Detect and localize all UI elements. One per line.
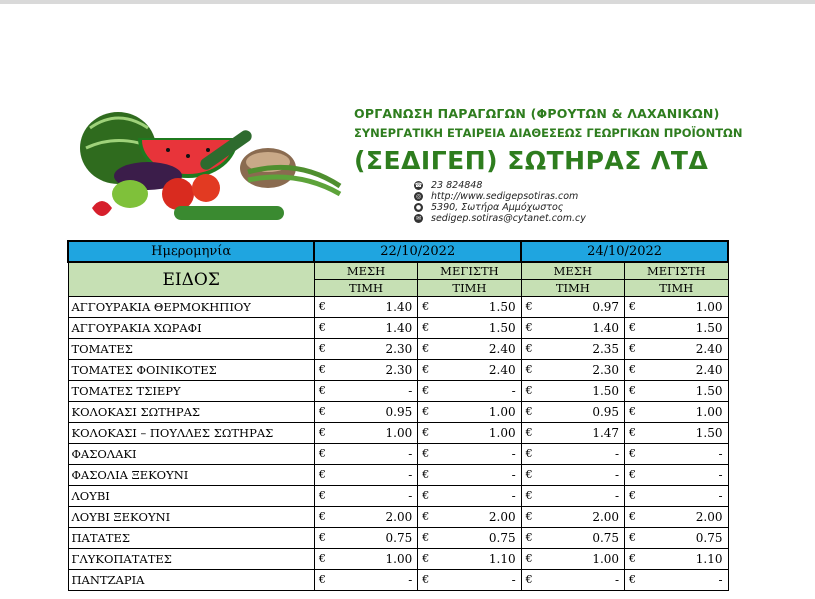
price-cell: 0.97	[541, 297, 624, 318]
price-cell: -	[541, 465, 624, 486]
price-cell: 1.00	[335, 423, 418, 444]
table-row	[68, 318, 728, 339]
price-cell: -	[645, 444, 728, 465]
item-column-header: ΕΙΔΟΣ	[68, 262, 314, 297]
price-cell: -	[645, 465, 728, 486]
currency-symbol: €	[521, 570, 541, 591]
company-name: (ΣΕΔΙΓΕΠ) ΣΩΤΗΡΑΣ ΛΤΔ	[354, 146, 709, 175]
phone-icon: ☎	[414, 182, 423, 189]
label-header-row-1	[68, 262, 728, 280]
currency-symbol: €	[418, 570, 438, 591]
table-row	[68, 486, 728, 507]
currency-symbol: €	[625, 465, 645, 486]
price-cell: 1.00	[438, 423, 521, 444]
price-cell: 2.35	[541, 339, 624, 360]
currency-symbol: €	[418, 507, 438, 528]
date-header-row	[68, 241, 728, 262]
currency-symbol: €	[418, 402, 438, 423]
price-cell: 1.50	[541, 381, 624, 402]
price-cell: 0.75	[541, 528, 624, 549]
table-row	[68, 570, 728, 591]
date-1: 22/10/2022	[314, 241, 521, 262]
price-cell: -	[438, 570, 521, 591]
currency-symbol: €	[314, 297, 334, 318]
price-cell: 1.00	[541, 549, 624, 570]
price-cell: 2.40	[438, 360, 521, 381]
currency-symbol: €	[314, 339, 334, 360]
address-text: 5390, Σωτήρα Αμμόχωστος	[431, 202, 564, 213]
item-name: ΓΛΥΚΟΠΑΤΑΤΕΣ	[68, 549, 314, 570]
price-cell: -	[645, 570, 728, 591]
contact-website	[414, 191, 586, 202]
currency-symbol: €	[625, 381, 645, 402]
price-cell: -	[438, 465, 521, 486]
currency-symbol: €	[521, 528, 541, 549]
price-cell: -	[335, 570, 418, 591]
currency-symbol: €	[314, 444, 334, 465]
price-cell: 2.30	[335, 339, 418, 360]
item-name: ΤΟΜΑΤΕΣ	[68, 339, 314, 360]
price-table	[67, 240, 729, 591]
currency-symbol: €	[625, 423, 645, 444]
currency-symbol: €	[521, 297, 541, 318]
table-row	[68, 339, 728, 360]
price-label: ΤΙΜΗ	[521, 280, 624, 297]
currency-symbol: €	[521, 339, 541, 360]
currency-symbol: €	[625, 528, 645, 549]
email-icon: ✉	[415, 215, 422, 222]
price-cell: 2.30	[541, 360, 624, 381]
price-cell: 2.00	[438, 507, 521, 528]
currency-symbol: €	[418, 549, 438, 570]
currency-symbol: €	[521, 465, 541, 486]
item-name: ΤΟΜΑΤΕΣ ΤΣΙΕΡΥ	[68, 381, 314, 402]
currency-symbol: €	[314, 360, 334, 381]
currency-symbol: €	[521, 318, 541, 339]
currency-symbol: €	[625, 444, 645, 465]
currency-symbol: €	[314, 423, 334, 444]
date-label: Ημερομηνία	[68, 241, 314, 262]
price-label: ΤΙΜΗ	[418, 280, 521, 297]
price-cell: -	[335, 465, 418, 486]
price-cell: 1.50	[645, 423, 728, 444]
currency-symbol: €	[521, 360, 541, 381]
table-row	[68, 528, 728, 549]
price-cell: 2.40	[645, 360, 728, 381]
table-row	[68, 549, 728, 570]
price-cell: 1.10	[645, 549, 728, 570]
phone-text: 23 824848	[431, 180, 483, 191]
price-cell: -	[541, 570, 624, 591]
item-name: ΠΑΤΑΤΕΣ	[68, 528, 314, 549]
price-cell: 2.40	[645, 339, 728, 360]
avg-label-d1: ΜΕΣΗ	[314, 262, 417, 280]
currency-symbol: €	[625, 339, 645, 360]
currency-symbol: €	[521, 486, 541, 507]
price-cell: 1.00	[438, 402, 521, 423]
contact-info	[414, 180, 586, 224]
org-line-2: ΣΥΝΕΡΓΑΤΙΚΗ ΕΤΑΙΡΕΙΑ ΔΙΑΘΕΣΕΩΣ ΓΕΩΡΓΙΚΩΝ ΠΡΟΪΟΝΤΩΝ	[354, 126, 743, 140]
item-name: ΑΓΓΟΥΡΑΚΙΑ ΘΕΡΜΟΚΗΠΙΟΥ	[68, 297, 314, 318]
contact-email	[414, 213, 586, 224]
currency-symbol: €	[625, 318, 645, 339]
price-cell: -	[541, 444, 624, 465]
price-cell: 0.95	[541, 402, 624, 423]
price-cell: -	[438, 444, 521, 465]
currency-symbol: €	[314, 465, 334, 486]
price-cell: 0.75	[645, 528, 728, 549]
currency-symbol: €	[418, 318, 438, 339]
price-cell: -	[438, 381, 521, 402]
price-cell: 1.47	[541, 423, 624, 444]
viewer-top-bar	[0, 0, 815, 4]
item-name: ΚΟΛΟΚΑΣΙ – ΠΟΥΛΛΕΣ ΣΩΤΗΡΑΣ	[68, 423, 314, 444]
email-text[interactable]: sedigep.sotiras@cytanet.com.cy	[431, 213, 586, 224]
price-cell: 2.00	[645, 507, 728, 528]
currency-symbol: €	[314, 381, 334, 402]
currency-symbol: €	[521, 402, 541, 423]
price-cell: 1.50	[438, 297, 521, 318]
currency-symbol: €	[314, 549, 334, 570]
price-cell: 1.40	[541, 318, 624, 339]
max-label-d1: ΜΕΓΙΣΤΗ	[418, 262, 521, 280]
price-cell: 1.00	[645, 402, 728, 423]
currency-symbol: €	[418, 528, 438, 549]
vegetables-illustration	[78, 98, 350, 226]
price-cell: 2.30	[335, 360, 418, 381]
currency-symbol: €	[418, 423, 438, 444]
currency-symbol: €	[521, 381, 541, 402]
currency-symbol: €	[625, 486, 645, 507]
price-cell: 2.00	[335, 507, 418, 528]
currency-symbol: €	[314, 528, 334, 549]
price-cell: -	[335, 444, 418, 465]
currency-symbol: €	[314, 402, 334, 423]
price-cell: -	[335, 486, 418, 507]
item-name: ΚΟΛΟΚΑΣΙ ΣΩΤΗΡΑΣ	[68, 402, 314, 423]
table-row	[68, 465, 728, 486]
item-name: ΛΟΥΒΙ	[68, 486, 314, 507]
price-cell: 1.40	[335, 318, 418, 339]
item-name: ΦΑΣΟΛΙΑ ΞΕΚΟΥΝΙ	[68, 465, 314, 486]
price-cell: 1.00	[645, 297, 728, 318]
currency-symbol: €	[625, 297, 645, 318]
table-row	[68, 402, 728, 423]
location-pin-icon: ●	[415, 204, 422, 211]
contact-address	[414, 202, 586, 213]
item-name: ΤΟΜΑΤΕΣ ΦΟΙΝΙΚΟΤΕΣ	[68, 360, 314, 381]
item-name: ΛΟΥΒΙ ΞΕΚΟΥΝΙ	[68, 507, 314, 528]
price-cell: 1.50	[645, 318, 728, 339]
item-name: ΦΑΣΟΛΑΚΙ	[68, 444, 314, 465]
currency-symbol: €	[625, 549, 645, 570]
price-label: ΤΙΜΗ	[625, 280, 728, 297]
currency-symbol: €	[418, 339, 438, 360]
website-text[interactable]: http://www.sedigepsotiras.com	[431, 191, 579, 202]
date-2: 24/10/2022	[521, 241, 728, 262]
currency-symbol: €	[521, 423, 541, 444]
currency-symbol: €	[625, 360, 645, 381]
table-row	[68, 297, 728, 318]
item-name: ΠΑΝΤΖΑΡΙΑ	[68, 570, 314, 591]
currency-symbol: €	[625, 507, 645, 528]
currency-symbol: €	[521, 444, 541, 465]
price-cell: 1.50	[645, 381, 728, 402]
price-cell: -	[645, 486, 728, 507]
contact-phone	[414, 180, 586, 191]
max-label-d2: ΜΕΓΙΣΤΗ	[625, 262, 728, 280]
price-cell: 0.95	[335, 402, 418, 423]
currency-symbol: €	[314, 486, 334, 507]
currency-symbol: €	[314, 318, 334, 339]
currency-symbol: €	[521, 507, 541, 528]
currency-symbol: €	[418, 444, 438, 465]
currency-symbol: €	[418, 486, 438, 507]
price-label: ΤΙΜΗ	[314, 280, 417, 297]
price-cell: 2.00	[541, 507, 624, 528]
price-cell: 1.50	[438, 318, 521, 339]
price-cell: 1.00	[335, 549, 418, 570]
globe-icon: ◎	[415, 193, 422, 200]
price-cell: 2.40	[438, 339, 521, 360]
org-line-1: ΟΡΓΑΝΩΣΗ ΠΑΡΑΓΩΓΩΝ (ΦΡΟΥΤΩΝ & ΛΑΧΑΝΙΚΩΝ)	[354, 106, 720, 121]
avg-label-d2: ΜΕΣΗ	[521, 262, 624, 280]
currency-symbol: €	[418, 360, 438, 381]
currency-symbol: €	[418, 297, 438, 318]
table-row	[68, 423, 728, 444]
currency-symbol: €	[314, 570, 334, 591]
currency-symbol: €	[418, 465, 438, 486]
currency-symbol: €	[625, 570, 645, 591]
currency-symbol: €	[314, 507, 334, 528]
price-cell: -	[438, 486, 521, 507]
table-row	[68, 444, 728, 465]
price-cell: -	[335, 381, 418, 402]
table-row	[68, 381, 728, 402]
price-cell: 1.40	[335, 297, 418, 318]
table-row	[68, 507, 728, 528]
currency-symbol: €	[625, 402, 645, 423]
price-cell: 1.10	[438, 549, 521, 570]
currency-symbol: €	[418, 381, 438, 402]
price-cell: 0.75	[335, 528, 418, 549]
table-row	[68, 360, 728, 381]
price-cell: 0.75	[438, 528, 521, 549]
item-name: ΑΓΓΟΥΡΑΚΙΑ ΧΩΡΑΦΙ	[68, 318, 314, 339]
currency-symbol: €	[521, 549, 541, 570]
price-cell: -	[541, 486, 624, 507]
